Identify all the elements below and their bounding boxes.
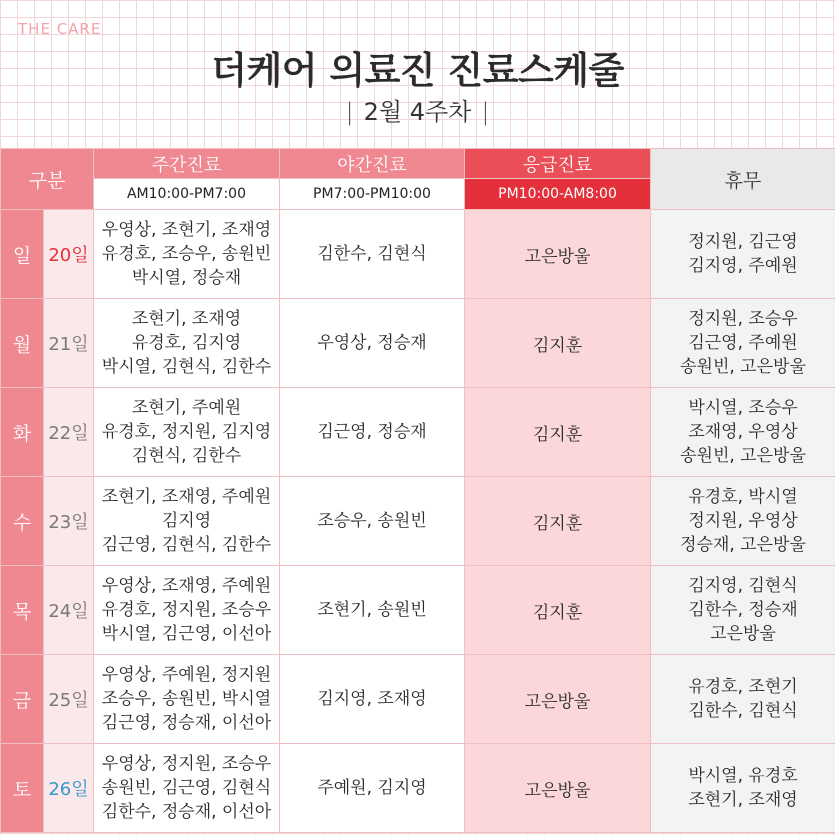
- emergency-cell: 김지훈: [465, 477, 651, 566]
- subtitle-bar-right: |: [481, 98, 490, 126]
- page-title: 더케어 의료진 진료스케줄: [211, 49, 624, 92]
- header-emergency: 응급진료: [465, 149, 651, 179]
- day-clinic-cell: [94, 299, 280, 388]
- night-clinic-cell: 김지영, 조재영: [280, 655, 465, 744]
- off-cell-line: 송원빈, 고은방울: [680, 446, 806, 466]
- header-gubun: 구분: [1, 149, 94, 210]
- weekday-cell: 목: [1, 566, 44, 655]
- weekday-cell: 화: [1, 388, 44, 477]
- day-clinic-cell-line: 조현기, 주예원: [131, 398, 242, 418]
- date-cell: 20일: [44, 210, 94, 299]
- weekday-cell: 금: [1, 655, 44, 744]
- day-clinic-cell-line: 조현기, 조재영: [131, 309, 242, 329]
- day-clinic-cell: [94, 388, 280, 477]
- day-clinic-cell-line: 유경호, 김지영: [131, 333, 242, 353]
- off-cell-line: 조재영, 우영상: [688, 422, 798, 442]
- table-row: [1, 566, 835, 655]
- table-row: [1, 655, 835, 744]
- table-row: [1, 210, 835, 299]
- date-cell: 23일: [44, 477, 94, 566]
- header-emergency-time: PM10:00-AM8:00: [465, 179, 651, 210]
- schedule-body: [1, 210, 835, 833]
- off-cell: [651, 388, 835, 477]
- off-cell-line: 유경호, 조현기: [688, 677, 798, 697]
- day-clinic-cell-line: 박시열, 김근영, 이선아: [101, 624, 272, 644]
- day-clinic-cell: [94, 210, 280, 299]
- day-clinic-cell-line: 조승우, 송원빈, 박시열: [101, 689, 272, 709]
- table-row: [1, 388, 835, 477]
- header-off: 휴무: [651, 149, 835, 210]
- table-row: [1, 744, 835, 833]
- day-clinic-cell-line: 유경호, 정지원, 김지영: [101, 422, 272, 442]
- off-cell-line: 박시열, 유경호: [688, 766, 798, 786]
- weekday-cell: 수: [1, 477, 44, 566]
- day-clinic-cell-line: 우영상, 정지원, 조승우: [101, 754, 272, 774]
- header-day-clinic: 주간진료: [94, 149, 280, 179]
- off-cell-line: 김지영, 김현식: [688, 576, 798, 596]
- off-cell-line: 유경호, 박시열: [688, 487, 798, 507]
- day-clinic-cell-line: 유경호, 정지원, 조승우: [101, 600, 272, 620]
- emergency-cell: 김지훈: [465, 388, 651, 477]
- off-cell: [651, 566, 835, 655]
- day-clinic-cell: [94, 566, 280, 655]
- date-cell: 24일: [44, 566, 94, 655]
- table-row: [1, 299, 835, 388]
- date-cell: 22일: [44, 388, 94, 477]
- weekday-cell: 토: [1, 744, 44, 833]
- off-cell-line: 정승재, 고은방울: [680, 535, 806, 555]
- header-night-clinic: 야간진료: [280, 149, 465, 179]
- day-clinic-cell-line: 유경호, 조승우, 송원빈: [101, 244, 272, 264]
- day-clinic-cell: [94, 655, 280, 744]
- day-clinic-cell-line: 김근영, 정승재, 이선아: [101, 713, 272, 733]
- night-clinic-cell: 조현기, 송원빈: [280, 566, 465, 655]
- night-clinic-cell: 조승우, 송원빈: [280, 477, 465, 566]
- day-clinic-cell-line: 조현기, 조재영, 주예원: [101, 487, 272, 507]
- day-clinic-cell-line: 박시열, 정승재: [131, 268, 242, 288]
- off-cell-line: 정지원, 우영상: [688, 511, 798, 531]
- date-cell: 21일: [44, 299, 94, 388]
- off-cell-line: 정지원, 김근영: [688, 232, 798, 252]
- off-cell-line: 박시열, 조승우: [688, 398, 798, 418]
- day-clinic-cell-line: 김근영, 김현식, 김한수: [101, 535, 272, 555]
- day-clinic-cell-line: 김현식, 김한수: [131, 446, 242, 466]
- off-cell: [651, 744, 835, 833]
- table-row: [1, 477, 835, 566]
- off-cell-line: 김근영, 주예원: [688, 333, 798, 353]
- emergency-cell: 고은방울: [465, 655, 651, 744]
- brand-logo-text: THE CARE: [18, 20, 102, 38]
- off-cell-line: 김지영, 주예원: [688, 256, 798, 276]
- emergency-cell: 김지훈: [465, 566, 651, 655]
- emergency-cell: 고은방울: [465, 210, 651, 299]
- day-clinic-cell-line: 우영상, 조현기, 조재영: [101, 220, 272, 240]
- off-cell-line: 조현기, 조재영: [688, 790, 798, 810]
- subtitle-bar-left: |: [345, 98, 354, 126]
- night-clinic-cell: 김근영, 정승재: [280, 388, 465, 477]
- night-clinic-cell: 김한수, 김현식: [280, 210, 465, 299]
- header-day-time: AM10:00-PM7:00: [94, 179, 280, 210]
- day-clinic-cell: [94, 744, 280, 833]
- off-cell-line: 정지원, 조승우: [688, 309, 798, 329]
- day-clinic-cell-line: 박시열, 김현식, 김한수: [101, 357, 272, 377]
- off-cell-line: 김한수, 김현식: [688, 701, 798, 721]
- day-clinic-cell: [94, 477, 280, 566]
- off-cell: [651, 299, 835, 388]
- day-clinic-cell-line: 김지영: [161, 511, 212, 531]
- day-clinic-cell-line: 우영상, 주예원, 정지원: [101, 665, 272, 685]
- night-clinic-cell: 우영상, 정승재: [280, 299, 465, 388]
- emergency-cell: 고은방울: [465, 744, 651, 833]
- schedule-table: [0, 148, 835, 833]
- date-cell: 26일: [44, 744, 94, 833]
- date-cell: 25일: [44, 655, 94, 744]
- off-cell-line: 송원빈, 고은방울: [680, 357, 806, 377]
- off-cell: [651, 477, 835, 566]
- day-clinic-cell-line: 송원빈, 김근영, 김현식: [101, 778, 272, 798]
- header-night-time: PM7:00-PM10:00: [280, 179, 465, 210]
- day-clinic-cell-line: 우영상, 조재영, 주예원: [101, 576, 272, 596]
- off-cell: [651, 210, 835, 299]
- day-clinic-cell-line: 김한수, 정승재, 이선아: [101, 802, 272, 822]
- off-cell-line: 고은방울: [710, 624, 776, 644]
- off-cell-line: 김한수, 정승재: [688, 600, 798, 620]
- weekday-cell: 일: [1, 210, 44, 299]
- emergency-cell: 김지훈: [465, 299, 651, 388]
- page-subtitle: [0, 92, 835, 127]
- weekday-cell: 월: [1, 299, 44, 388]
- week-label: 2월 4주차: [363, 98, 472, 126]
- off-cell: [651, 655, 835, 744]
- night-clinic-cell: 주예원, 김지영: [280, 744, 465, 833]
